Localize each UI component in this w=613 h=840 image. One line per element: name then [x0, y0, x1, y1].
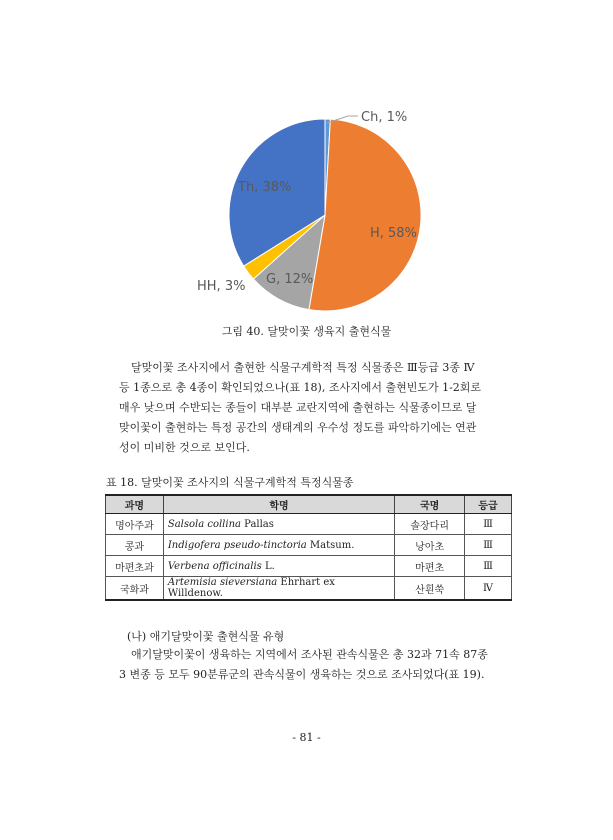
page-number: - 81 -: [292, 731, 321, 744]
species-author: Matsum.: [306, 539, 355, 551]
species-table: [105, 494, 512, 601]
cell-korean-name: 낭아초: [395, 535, 465, 556]
paragraph-line: 3 변종 등 모두 90분류군의 관속식물이 생육하는 것으로 조사되었다(표 19).: [119, 668, 485, 681]
slice-label-g: G, 12%: [266, 272, 314, 287]
paragraph-2: [119, 645, 514, 685]
paragraph-line: 등 1종으로 총 4종이 확인되었으나(표 18), 조사지에서 출현빈도가 1-2회로: [119, 381, 482, 394]
header-grade: 등급: [465, 495, 512, 514]
species-author: L.: [261, 560, 275, 572]
figure-caption: 그림 40. 달맞이꽃 생육지 출현식물: [221, 325, 392, 338]
header-scientific-name: 학명: [163, 495, 394, 514]
table-header-row: [106, 495, 512, 514]
cell-grade: Ⅲ: [465, 514, 512, 535]
cell-korean-name: 솔장다리: [395, 514, 465, 535]
paragraph-line: 성이 미비한 것으로 보인다.: [119, 441, 250, 454]
cell-family: 마편초과: [106, 556, 164, 577]
paragraph-1: [119, 358, 514, 458]
table-row: [106, 535, 512, 556]
species-epithet: Indigofera pseudo-tinctoria: [167, 539, 307, 551]
cell-korean-name: 마편초: [395, 556, 465, 577]
cell-scientific-name: [163, 514, 394, 535]
slice-label-h: H, 58%: [370, 226, 417, 241]
cell-scientific-name: [163, 556, 394, 577]
table-title: 표 18. 달맞이꽃 조사지의 식물구계학적 특정식물종: [106, 476, 354, 489]
species-author: Pallas: [240, 518, 274, 530]
cell-family: 국화과: [106, 577, 164, 601]
slice-label-ch: Ch, 1%: [361, 110, 408, 125]
table-row: [106, 556, 512, 577]
species-author: Ehrhart ex Willdenow.: [167, 577, 335, 599]
paragraph-line: 매우 낮으며 수반되는 종들이 대부분 교란지역에 출현하는 식물종이므로 달: [119, 401, 477, 414]
paragraph-line: 맞이꽃이 출현하는 특정 공간의 생태계의 우수성 정도를 파악하기에는 연관: [119, 421, 477, 434]
cell-grade: Ⅲ: [465, 556, 512, 577]
table-row: [106, 577, 512, 601]
species-epithet: Verbena officinalis: [167, 560, 262, 572]
species-epithet: Salsola collina: [167, 518, 241, 530]
cell-grade: Ⅲ: [465, 535, 512, 556]
table-row: [106, 514, 512, 535]
paragraph-line: 달맞이꽃 조사지에서 출현한 식물구계학적 특정 식물종은 Ⅲ등급 3종 Ⅳ: [131, 361, 475, 374]
paragraph-line: 애기달맞이꽃이 생육하는 지역에서 조사된 관속식물은 총 32과 71속 87종: [131, 648, 488, 661]
cell-scientific-name: [163, 535, 394, 556]
header-korean-name: 국명: [395, 495, 465, 514]
species-epithet: Artemisia sieversiana: [167, 577, 278, 588]
cell-family: 콩과: [106, 535, 164, 556]
pie-chart: [0, 0, 613, 340]
section-heading: (나) 애기달맞이꽃 출현식물 유형: [127, 630, 285, 643]
cell-family: 명아주과: [106, 514, 164, 535]
header-family: 과명: [106, 495, 164, 514]
cell-scientific-name: [163, 577, 394, 601]
cell-korean-name: 산흰쑥: [395, 577, 465, 601]
slice-label-th: Th, 38%: [238, 180, 292, 195]
slice-label-hh: HH, 3%: [197, 279, 246, 294]
cell-grade: Ⅳ: [465, 577, 512, 601]
